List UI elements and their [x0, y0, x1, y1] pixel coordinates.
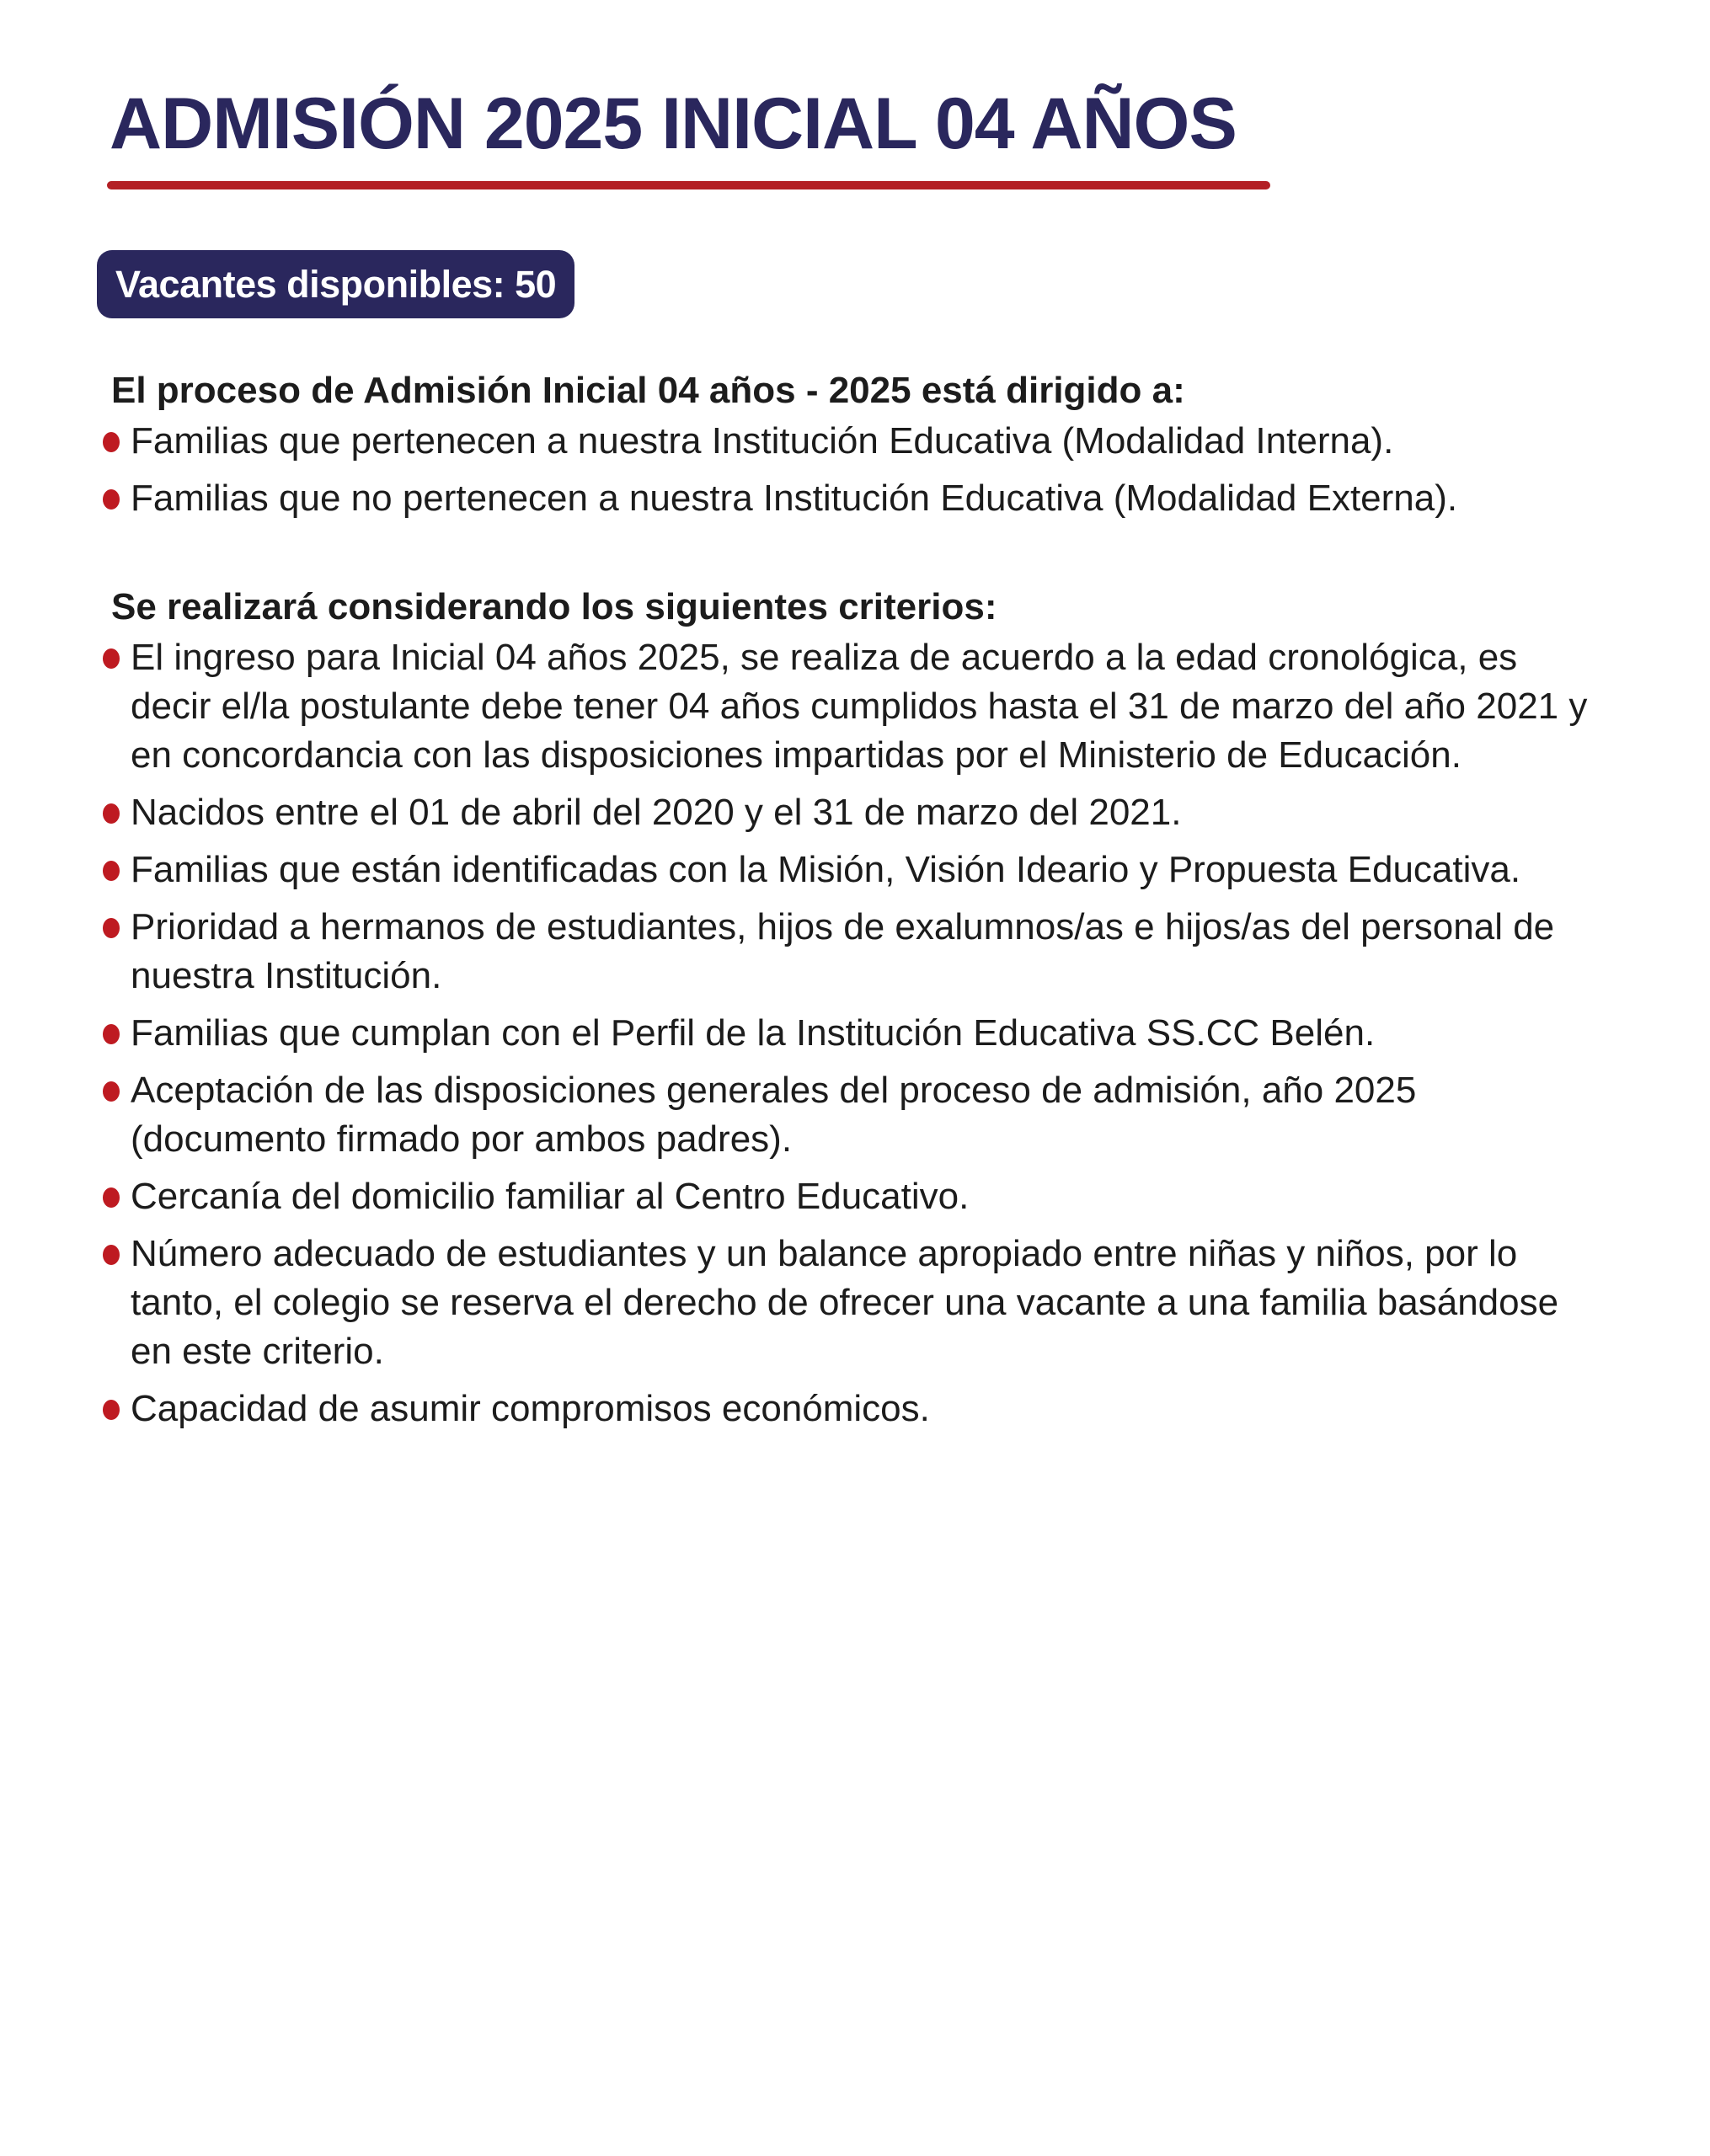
list-item-text: Nacidos entre el 01 de abril del 2020 y el 31 de marzo del 2021. — [131, 792, 1182, 833]
criterios-list — [103, 633, 1590, 1433]
page-title: ADMISIÓN 2025 INICIAL 04 AÑOS — [110, 83, 1237, 164]
list-item — [103, 1066, 1590, 1164]
list-item-text: Capacidad de asumir compromisos económicos. — [131, 1388, 930, 1429]
list-item-text: Familias que cumplan con el Perfil de la Institución Educativa SS.CC Belén. — [131, 1012, 1376, 1054]
list-item-text: Familias que están identificadas con la Misión, Visión Ideario y Propuesta Educativa. — [131, 849, 1521, 890]
bullet-icon — [103, 1187, 120, 1208]
list-item — [103, 474, 1590, 523]
bullet-icon — [103, 918, 120, 938]
bullet-icon — [103, 648, 120, 669]
bullet-icon — [103, 861, 120, 881]
list-item-text: El ingreso para Inicial 04 años 2025, se realiza de acuerdo a la edad cronológica, es decir el/la postulante debe tener 04 años cumplidos hasta el 31 de marzo del año 2021 y en concordancia con las disposiciones impartidas por el Ministerio de Educación. — [131, 637, 1588, 776]
list-item-text: Aceptación de las disposiciones generales del proceso de admisión, año 2025 (documento firmado por ambos padres). — [131, 1070, 1417, 1160]
list-item — [103, 1230, 1590, 1376]
list-item-text: Cercanía del domicilio familiar al Centro Educativo. — [131, 1176, 970, 1217]
section-heading-dirigido: El proceso de Admisión Inicial 04 años - 2025 está dirigido a: — [111, 370, 1185, 411]
list-item — [103, 1172, 1590, 1221]
bullet-icon — [103, 1024, 120, 1044]
list-item-text: Familias que no pertenecen a nuestra Institución Educativa (Modalidad Externa). — [131, 478, 1458, 519]
list-item-text: Familias que pertenecen a nuestra Institución Educativa (Modalidad Interna). — [131, 420, 1394, 462]
bullet-icon — [103, 432, 120, 452]
list-item — [103, 1385, 1590, 1433]
section-heading-criterios: Se realizará considerando los siguientes criterios: — [111, 586, 997, 627]
list-item — [103, 903, 1590, 1001]
bullet-icon — [103, 489, 120, 510]
list-item-text: Prioridad a hermanos de estudiantes, hijos de exalumnos/as e hijos/as del personal de nuestra Institución. — [131, 906, 1555, 996]
list-item-text: Número adecuado de estudiantes y un balance apropiado entre niñas y niños, por lo tanto, el colegio se reserva el derecho de ofrecer una vacante a una familia basándose en este criterio. — [131, 1233, 1559, 1372]
list-item — [103, 633, 1590, 780]
bullet-icon — [103, 1081, 120, 1102]
bullet-icon — [103, 803, 120, 824]
list-item — [103, 1009, 1590, 1058]
title-underline — [107, 181, 1270, 189]
list-item — [103, 846, 1590, 894]
bullet-icon — [103, 1400, 120, 1420]
vacancies-badge: Vacantes disponibles: 50 — [97, 250, 574, 318]
list-item — [103, 417, 1590, 466]
list-item — [103, 788, 1590, 837]
dirigido-list — [103, 417, 1590, 523]
bullet-icon — [103, 1245, 120, 1265]
